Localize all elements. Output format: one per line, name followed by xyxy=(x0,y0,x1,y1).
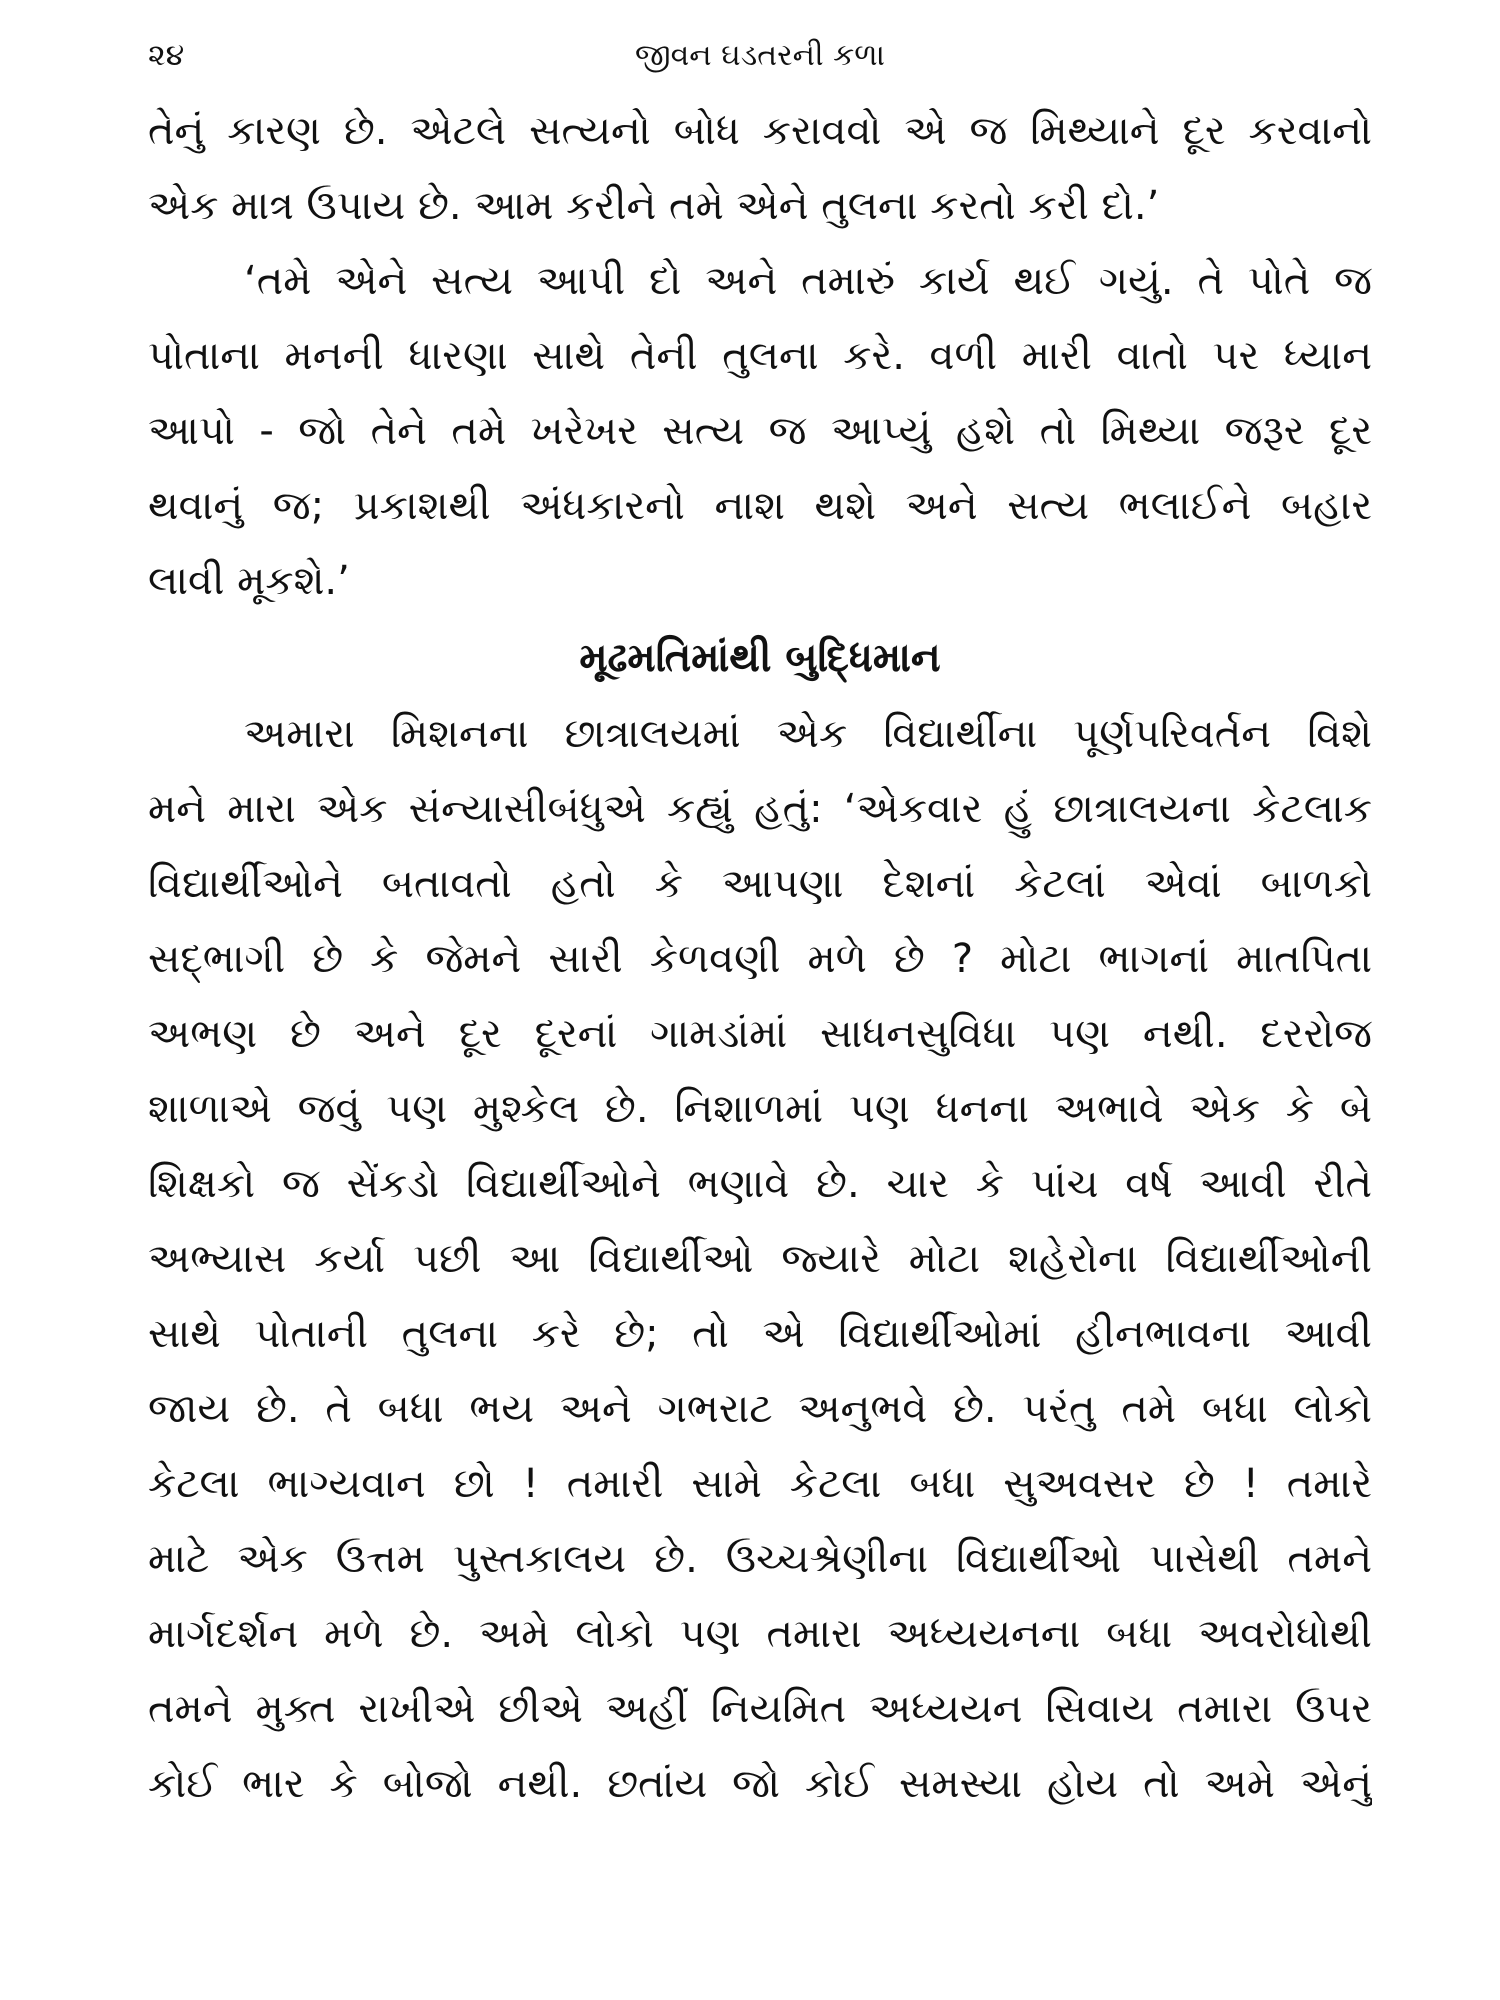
text-line: અમારા મિશનના છાત્રાલયમાં એક વિદ્યાર્થીના પૂર્ણપરિવર્તન વિશે xyxy=(244,711,1372,757)
text-line: તમને મુક્ત રાખીએ છીએ અહીં નિયમિત અધ્યયન સિવાય તમારા ઉપર xyxy=(148,1686,1372,1732)
text-line: ‘તમે એને સત્ય આપી દો અને તમારું કાર્ય થઈ ગયું. તે પોતે જ xyxy=(244,258,1372,304)
paragraph xyxy=(148,244,1372,619)
text-line: માર્ગદર્શન મળે છે. અમે લોકો પણ તમારા અધ્યયનના બધા અવરોધોથી xyxy=(148,1611,1372,1657)
text-line: વિદ્યાર્થીઓને બતાવતો હતો કે આપણા દેશનાં કેટલાં એવાં બાળકો xyxy=(148,861,1372,907)
text-line: થવાનું જ; પ્રકાશથી અંધકારનો નાશ થશે અને સત્ય ભલાઈને બહાર xyxy=(148,483,1372,529)
text-line: માટે એક ઉત્તમ પુસ્તકાલય છે. ઉચ્ચશ્રેણીના વિદ્યાર્થીઓ પાસેથી તમને xyxy=(148,1536,1372,1582)
text-line: લાવી મૂકશે.’ xyxy=(148,558,350,604)
book-title: જીવન ઘડતરની કળા xyxy=(634,38,885,73)
body-text xyxy=(148,94,1372,1822)
running-header xyxy=(148,26,1372,86)
text-line: અભ્યાસ કર્યા પછી આ વિદ્યાર્થીઓ જ્યારે મોટા શહેરોના વિદ્યાર્થીઓની xyxy=(148,1236,1372,1282)
page-number: ૨૪ xyxy=(148,38,185,73)
text-line: આપો - જો તેને તમે ખરેખર સત્ય જ આપ્યું હશે તો મિથ્યા જરૂર દૂર xyxy=(148,408,1372,454)
text-line: એક માત્ર ઉપાય છે. આમ કરીને તમે એને તુલના કરતો કરી દો.’ xyxy=(148,183,1160,229)
section-heading: મૂઢમતિમાંથી બુદ્ધિમાન xyxy=(579,635,941,681)
text-line: સાથે પોતાની તુલના કરે છે; તો એ વિદ્યાર્થીઓમાં હીનભાવના આવી xyxy=(148,1311,1372,1357)
text-line: કેટલા ભાગ્યવાન છો ! તમારી સામે કેટલા બધા સુઅવસર છે ! તમારે xyxy=(148,1461,1372,1507)
text-line: સદ્ભાગી છે કે જેમને સારી કેળવણી મળે છે ? મોટા ભાગનાં માતપિતા xyxy=(148,936,1372,982)
text-line: પોતાના મનની ધારણા સાથે તેની તુલના કરે. વળી મારી વાતો પર ધ્યાન xyxy=(148,333,1372,379)
text-line: મને મારા એક સંન્યાસીબંધુએ કહ્યું હતું: ‘એકવાર હું છાત્રાલયના કેટલાક xyxy=(148,786,1372,832)
text-line: શાળાએ જવું પણ મુશ્કેલ છે. નિશાળમાં પણ ધનના અભાવે એક કે બે xyxy=(148,1086,1372,1132)
text-line: તેનું કારણ છે. એટલે સત્યનો બોધ કરાવવો એ જ મિથ્યાને દૂર કરવાનો xyxy=(148,108,1372,154)
paragraph xyxy=(148,94,1372,244)
text-line: જાય છે. તે બધા ભય અને ગભરાટ અનુભવે છે. પરંતુ તમે બધા લોકો xyxy=(148,1386,1372,1432)
paragraph xyxy=(148,697,1372,1822)
text-line: કોઈ ભાર કે બોજો નથી. છતાંય જો કોઈ સમસ્યા હોય તો અમે એનું xyxy=(148,1761,1372,1807)
text-line: શિક્ષકો જ સેંકડો વિદ્યાર્થીઓને ભણાવે છે. ચાર કે પાંચ વર્ષ આવી રીતે xyxy=(148,1161,1372,1207)
text-line: અભણ છે અને દૂર દૂરનાં ગામડાંમાં સાધનસુવિધા પણ નથી. દરરોજ xyxy=(148,1011,1372,1057)
